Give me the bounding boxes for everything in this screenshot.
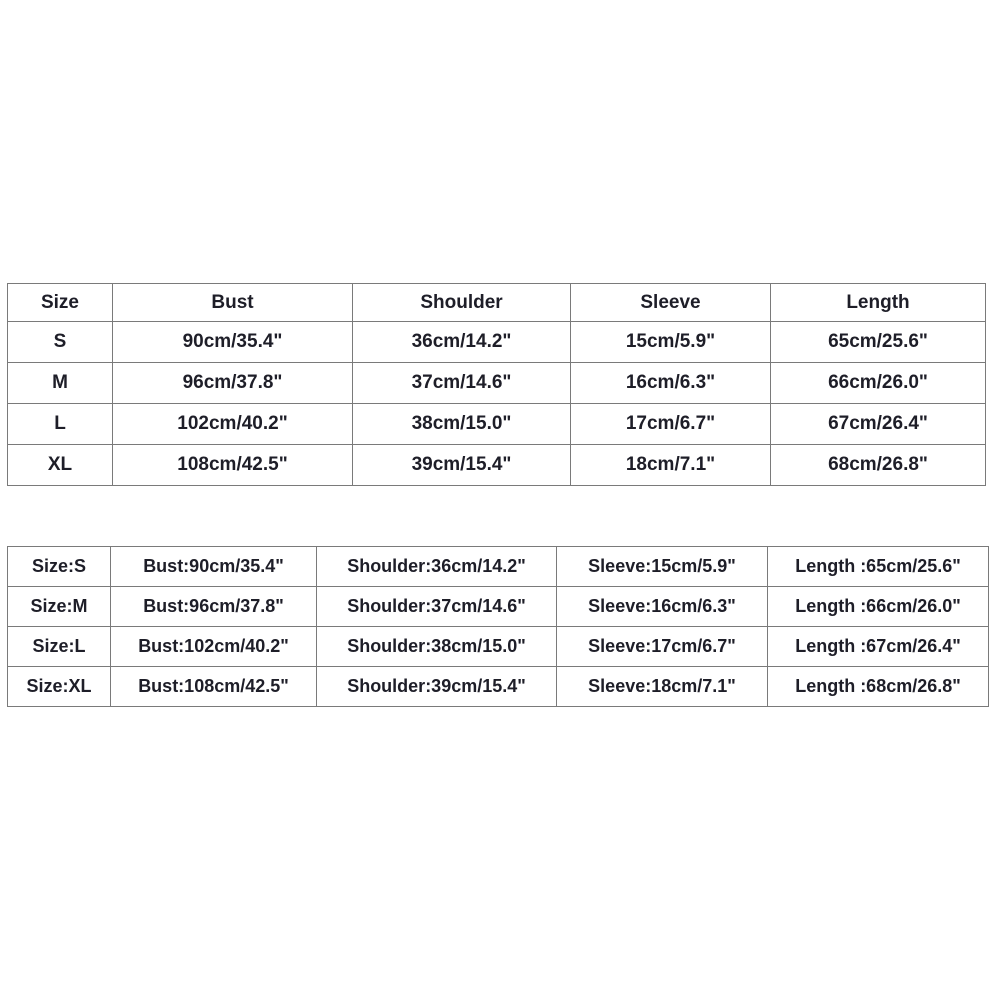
column-header-length: Length (771, 284, 986, 322)
bust-cell: 96cm/37.8" (113, 363, 353, 404)
length-cell: 67cm/26.4" (771, 404, 986, 445)
shoulder-cell: 38cm/15.0" (353, 404, 571, 445)
length-detail-cell: Length :68cm/26.8" (768, 667, 989, 707)
size-detail-row-s (8, 547, 989, 587)
sleeve-detail-cell: Sleeve:18cm/7.1" (557, 667, 768, 707)
sleeve-detail-cell: Sleeve:16cm/6.3" (557, 587, 768, 627)
size-label-cell: Size:S (8, 547, 111, 587)
size-chart-header-row (8, 284, 986, 322)
length-detail-cell: Length :66cm/26.0" (768, 587, 989, 627)
shoulder-detail-cell: Shoulder:38cm/15.0" (317, 627, 557, 667)
bust-cell: 108cm/42.5" (113, 445, 353, 486)
bust-detail-cell: Bust:90cm/35.4" (111, 547, 317, 587)
size-chart-row-xl (8, 445, 986, 486)
length-detail-cell: Length :65cm/25.6" (768, 547, 989, 587)
sleeve-cell: 16cm/6.3" (571, 363, 771, 404)
shoulder-detail-cell: Shoulder:39cm/15.4" (317, 667, 557, 707)
shoulder-detail-cell: Shoulder:37cm/14.6" (317, 587, 557, 627)
size-label-cell: Size:M (8, 587, 111, 627)
column-header-shoulder: Shoulder (353, 284, 571, 322)
size-chart-row-m (8, 363, 986, 404)
bust-cell: 90cm/35.4" (113, 322, 353, 363)
size-chart-table (7, 283, 986, 486)
size-detail-row-xl (8, 667, 989, 707)
size-chart-row-s (8, 322, 986, 363)
size-detail-row-m (8, 587, 989, 627)
sleeve-detail-cell: Sleeve:17cm/6.7" (557, 627, 768, 667)
column-header-sleeve: Sleeve (571, 284, 771, 322)
size-detail-row-l (8, 627, 989, 667)
length-cell: 66cm/26.0" (771, 363, 986, 404)
size-detail-table (7, 546, 989, 707)
bust-detail-cell: Bust:108cm/42.5" (111, 667, 317, 707)
bust-detail-cell: Bust:96cm/37.8" (111, 587, 317, 627)
size-label-cell: Size:L (8, 627, 111, 667)
shoulder-cell: 36cm/14.2" (353, 322, 571, 363)
shoulder-detail-cell: Shoulder:36cm/14.2" (317, 547, 557, 587)
size-label-cell: Size:XL (8, 667, 111, 707)
sleeve-detail-cell: Sleeve:15cm/5.9" (557, 547, 768, 587)
size-cell: XL (8, 445, 113, 486)
size-cell: L (8, 404, 113, 445)
sleeve-cell: 15cm/5.9" (571, 322, 771, 363)
length-detail-cell: Length :67cm/26.4" (768, 627, 989, 667)
shoulder-cell: 39cm/15.4" (353, 445, 571, 486)
bust-cell: 102cm/40.2" (113, 404, 353, 445)
sleeve-cell: 18cm/7.1" (571, 445, 771, 486)
length-cell: 65cm/25.6" (771, 322, 986, 363)
column-header-size: Size (8, 284, 113, 322)
length-cell: 68cm/26.8" (771, 445, 986, 486)
column-header-bust: Bust (113, 284, 353, 322)
sleeve-cell: 17cm/6.7" (571, 404, 771, 445)
size-chart-row-l (8, 404, 986, 445)
size-cell: S (8, 322, 113, 363)
bust-detail-cell: Bust:102cm/40.2" (111, 627, 317, 667)
size-cell: M (8, 363, 113, 404)
shoulder-cell: 37cm/14.6" (353, 363, 571, 404)
